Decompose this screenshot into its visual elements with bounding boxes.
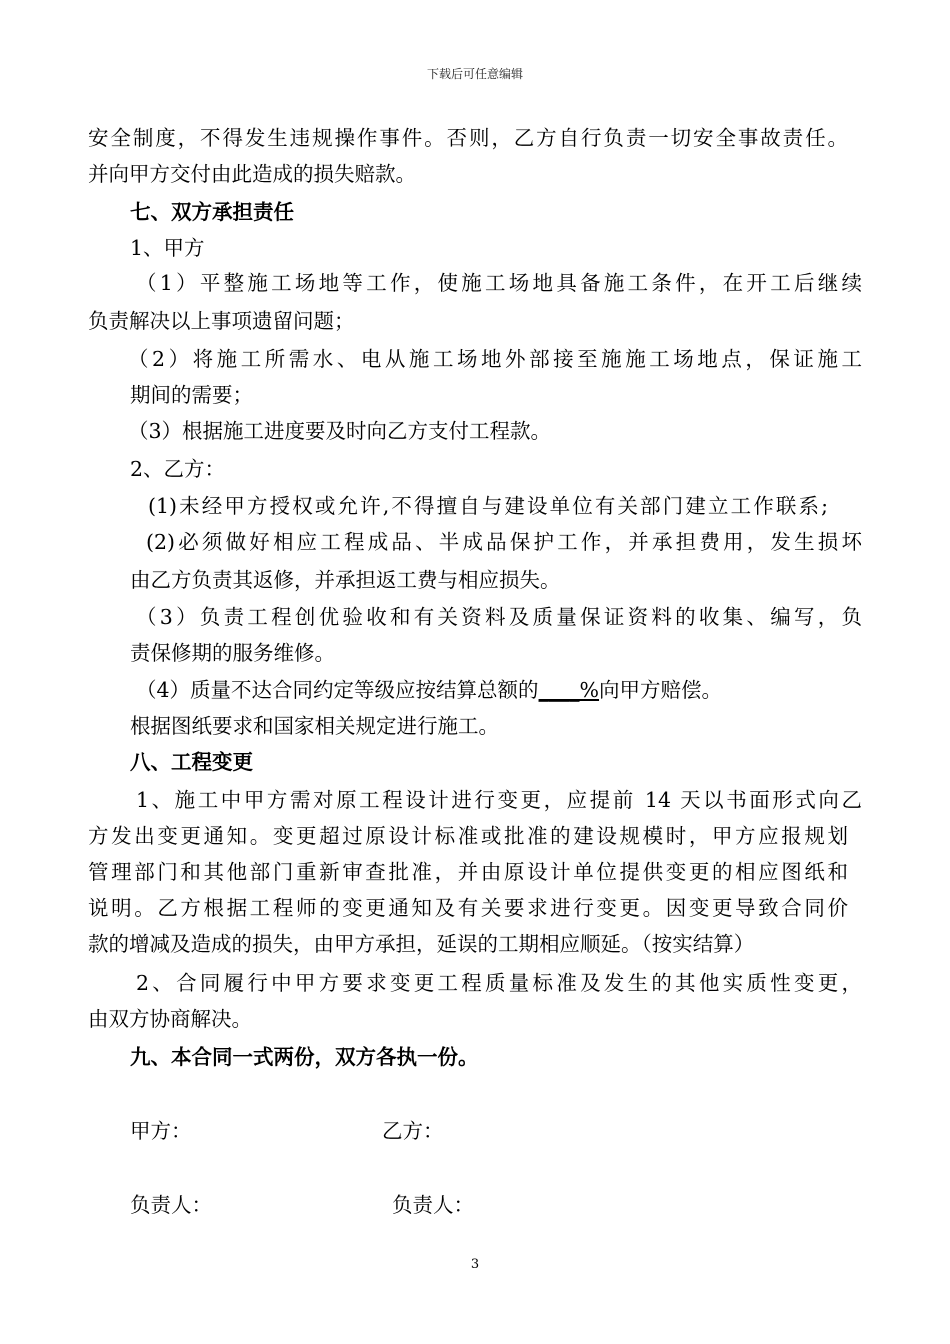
- paragraph-line: 方发出变更通知。变更超过原设计标准或批准的建设规模时，甲方应报规划: [88, 824, 848, 848]
- clause-text: 向甲方赔偿。: [599, 678, 723, 702]
- paragraph-line: （1）平整施工场地等工作，使施工场地具备施工条件，在开工后继续: [136, 271, 862, 295]
- subsection-heading: 2、乙方：: [130, 457, 226, 481]
- paragraph-line: 管理部门和其他部门重新审查批准，并由原设计单位提供变更的相应图纸和: [88, 860, 848, 884]
- party-a-label: 甲方：: [130, 1119, 192, 1143]
- paragraph-line: 安全制度，不得发生违规操作事件。否则，乙方自行负责一切安全事故责任。: [88, 126, 848, 150]
- section-heading: 九、本合同一式两份，双方各执一份。: [130, 1045, 479, 1069]
- party-b-representative-label: 负责人：: [392, 1193, 474, 1217]
- paragraph-line: 1、施工中甲方需对原工程设计进行变更，应提前 14 天以书面形式向乙: [136, 788, 862, 812]
- section-heading: 七、双方承担责任: [130, 200, 294, 224]
- page-number: 3: [470, 1257, 480, 1272]
- paragraph-line: 责保修期的服务维修。: [130, 641, 335, 665]
- clause-text: （4）质量不达合同约定等级应按结算总额的: [136, 678, 539, 702]
- paragraph-line: （3）负责工程创优验收和有关资料及质量保证资料的收集、编写，负: [136, 605, 862, 629]
- paragraph-line: 并向甲方交付由此造成的损失赔款。: [88, 162, 416, 186]
- paragraph-line: 款的增减及造成的损失，由甲方承担，延误的工期相应顺延。（按实结算）: [88, 932, 755, 956]
- subsection-heading: 1、甲方: [130, 236, 205, 260]
- paragraph-line: (2)必须做好相应工程成品、半成品保护工作，并承担费用，发生损坏: [146, 530, 862, 554]
- paragraph-line: 2、合同履行中甲方要求变更工程质量标准及发生的其他实质性变更，: [136, 971, 862, 995]
- paragraph-line: 由双方协商解决。: [88, 1007, 252, 1031]
- paragraph-line: [136, 676, 722, 704]
- party-a-representative-label: 负责人：: [130, 1193, 212, 1217]
- section-heading: 八、工程变更: [130, 750, 253, 774]
- page-header: 下载后可任意编辑: [426, 67, 523, 81]
- percentage-blank: ____%: [538, 678, 600, 702]
- paragraph-line: 负责解决以上事项遗留问题；: [88, 309, 355, 333]
- paragraph-line: 由乙方负责其返修，并承担返工费与相应损失。: [130, 568, 561, 592]
- paragraph-line: 根据图纸要求和国家相关规定进行施工。: [130, 714, 499, 738]
- paragraph-line: （2）将施工所需水、电从施工场地外部接至施施工场地点，保证施工: [128, 347, 862, 371]
- party-b-label: 乙方：: [382, 1119, 444, 1143]
- paragraph-line: (1)未经甲方授权或允许,不得擅自与建设单位有关部门建立工作联系;: [148, 494, 828, 518]
- paragraph-line: （3）根据施工进度要及时向乙方支付工程款。: [128, 419, 552, 443]
- paragraph-line: 说明。乙方根据工程师的变更通知及有关要求进行变更。因变更导致合同价: [88, 896, 848, 920]
- paragraph-line: 期间的需要；: [130, 383, 253, 407]
